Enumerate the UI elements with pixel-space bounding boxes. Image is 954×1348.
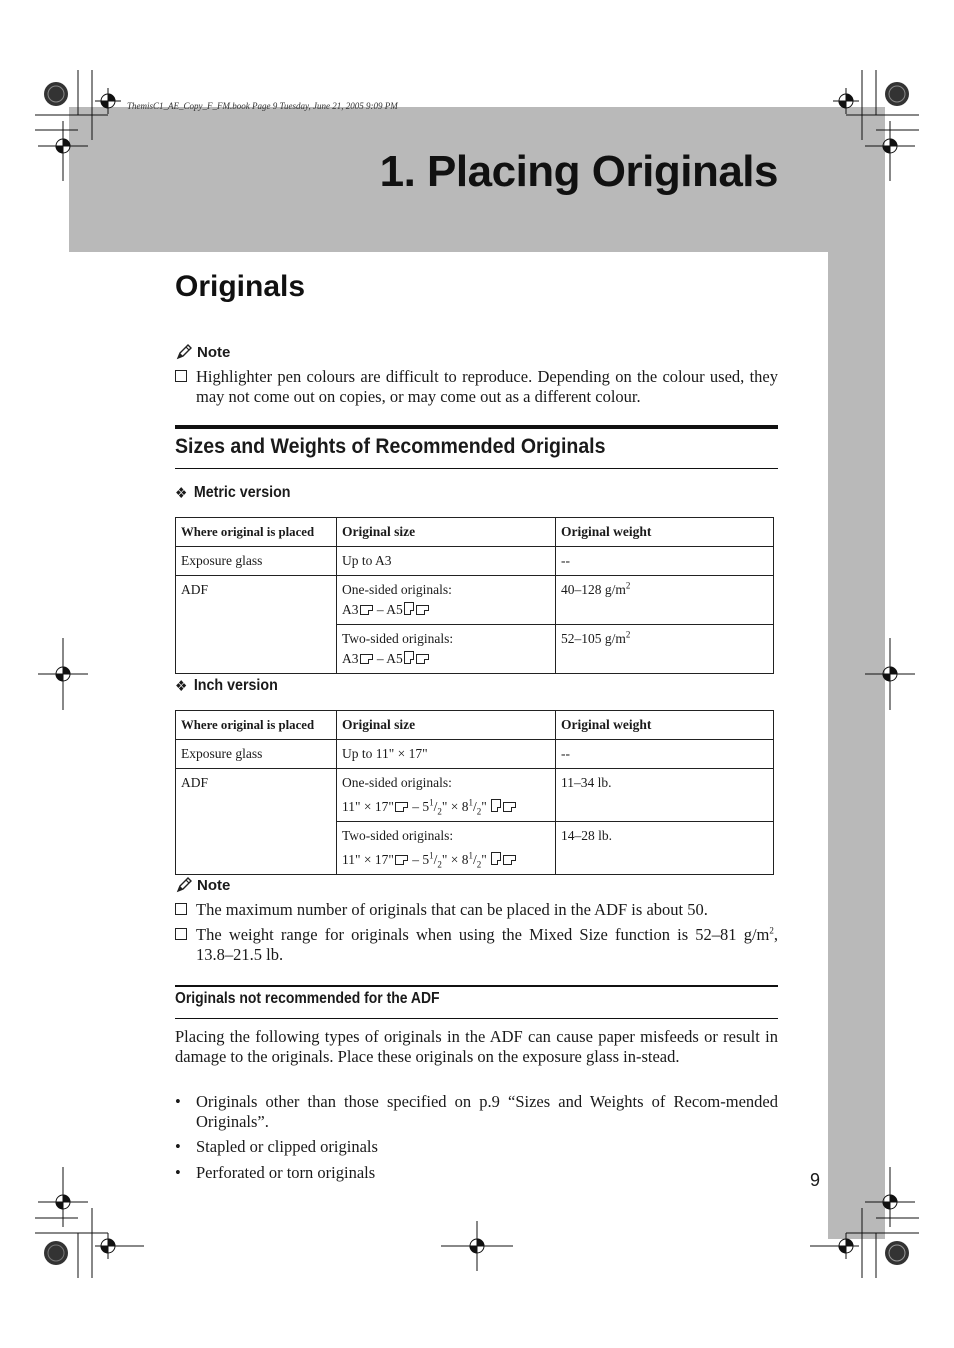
portrait-orientation-icon: [491, 852, 501, 865]
weight-value: 52–105 g/m: [561, 631, 626, 646]
portrait-orientation-icon: [491, 799, 501, 812]
landscape-orientation-icon: [503, 855, 516, 865]
table-cell: [337, 822, 556, 875]
table-row: [176, 576, 774, 625]
table-cell: Up to 11" × 17": [337, 740, 556, 769]
size-value: A3 – A5: [342, 600, 550, 620]
header-cell: Where original is placed: [176, 711, 337, 740]
size-text: ": [481, 852, 487, 867]
print-info-line: ThemisC1_AE_Copy_F_FM.book Page 9 Tuesday, June 21, 2005 9:09 PM: [127, 101, 398, 111]
size-text: – 5: [408, 852, 430, 867]
adf-intro-paragraph: Placing the following types of originals in the ADF can cause paper misfeeds or result in damage to the originals. Place these originals on the exposure glass in-stead.: [175, 1027, 778, 1066]
fraction-numerator: 1: [468, 850, 474, 861]
pencil-icon: [175, 876, 193, 894]
weight-value: 40–128 g/m: [561, 582, 626, 597]
table-cell: [337, 625, 556, 674]
landscape-orientation-icon: [503, 802, 516, 812]
landscape-orientation-icon: [395, 855, 408, 865]
table-header-row: [176, 711, 774, 740]
portrait-orientation-icon: [404, 602, 414, 615]
fraction-numerator: 1: [468, 797, 474, 808]
fraction-denominator: 2: [437, 859, 442, 870]
note-item-text: The maximum number of originals that can be placed in the ADF is about 50.: [196, 900, 708, 919]
note-item: [175, 900, 778, 920]
table-cell: 11–34 lb.: [556, 769, 774, 822]
size-text: – 5: [408, 799, 430, 814]
header-cell: Original weight: [556, 711, 774, 740]
note-item-text: [196, 925, 778, 965]
chapter-title: 1. Placing Originals: [379, 147, 778, 196]
table-row: [176, 740, 774, 769]
table-cell: ADF: [176, 769, 337, 875]
inch-heading: [175, 677, 278, 695]
size-text: 11" × 17": [342, 852, 394, 867]
header-cell: Original size: [337, 518, 556, 547]
subsection-top-rule: [175, 425, 778, 429]
table-cell: 14–28 lb.: [556, 822, 774, 875]
fraction-numerator: 1: [429, 797, 434, 808]
checkbox-bullet-icon: [175, 903, 187, 915]
size-label: One-sided originals:: [342, 582, 452, 597]
landscape-orientation-icon: [416, 605, 429, 615]
landscape-orientation-icon: [416, 654, 429, 664]
diamond-bullet-icon: ❖: [175, 485, 188, 502]
size-label: Two-sided originals:: [342, 631, 454, 646]
list-item-text: Stapled or clipped originals: [196, 1137, 378, 1156]
bullet-dot: •: [175, 1137, 181, 1156]
bullet-dot: •: [175, 1163, 181, 1182]
inch-table: [175, 710, 774, 875]
subsection-title: Sizes and Weights of Recommended Originals: [175, 435, 606, 458]
size-label: Two-sided originals:: [342, 828, 454, 843]
superscript: 2: [769, 925, 774, 936]
superscript: 2: [625, 580, 631, 591]
metric-heading-label: Metric version: [193, 484, 291, 501]
header-cell: Where original is placed: [176, 518, 337, 547]
size-text: ": [481, 799, 487, 814]
portrait-orientation-icon: [404, 651, 414, 664]
header-cell: Original size: [337, 711, 556, 740]
pencil-icon: [175, 343, 193, 361]
note-text: , 13.8–21.5 lb.: [196, 925, 778, 964]
fraction-numerator: 1: [429, 850, 434, 861]
page-number: 9: [810, 1170, 821, 1190]
list-item: [175, 1137, 778, 1157]
list-item-text: Originals other than those specified on p.9 “Sizes and Weights of Recom-mended Originals”.: [196, 1092, 778, 1131]
diamond-bullet-icon: ❖: [175, 678, 188, 695]
size-value: 11" × 17" – $5^1/_2$" × $8^1/_2$": [342, 797, 550, 817]
note-heading-label: Note: [197, 876, 231, 894]
adf-section-top-rule: [175, 985, 778, 987]
adf-section-bottom-rule: [175, 1018, 778, 1019]
bullet-dot: •: [175, 1092, 181, 1111]
size-text: " × 8: [441, 799, 469, 814]
section-title: Originals: [175, 270, 306, 303]
header-cell: Original weight: [556, 518, 774, 547]
metric-heading: [175, 484, 291, 502]
landscape-orientation-icon: [395, 802, 408, 812]
note-heading: [175, 876, 230, 894]
table-cell: Up to A3: [337, 547, 556, 576]
note-item-text: Highlighter pen colours are difficult to reproduce. Depending on the colour used, they may not come out on copies, or may come out as a different colour.: [196, 367, 778, 406]
size-label: One-sided originals:: [342, 775, 452, 790]
list-item-text: Perforated or torn originals: [196, 1163, 376, 1182]
size-value: A3 – A5: [342, 649, 550, 669]
landscape-orientation-icon: [360, 605, 373, 615]
fraction-denominator: 2: [437, 806, 442, 817]
checkbox-bullet-icon: [175, 370, 187, 382]
table-row: [176, 547, 774, 576]
adf-section-title: Originals not recommended for the ADF: [175, 990, 440, 1007]
note-item: [175, 367, 778, 407]
list-item: [175, 1163, 778, 1183]
table-cell: Exposure glass: [176, 547, 337, 576]
table-cell: [337, 576, 556, 625]
note-item: [175, 925, 778, 965]
metric-table: [175, 517, 774, 674]
superscript: 2: [625, 629, 631, 640]
note-heading-label: Note: [197, 343, 231, 361]
table-cell: [337, 769, 556, 822]
size-text: " × 8: [441, 852, 469, 867]
table-cell: Exposure glass: [176, 740, 337, 769]
size-value: 11" × 17" – $5^1/_2$" × $8^1/_2$": [342, 850, 550, 870]
note-text: The weight range for originals when using the Mixed Size function is 52–81 g/m: [196, 925, 770, 944]
list-item: [175, 1092, 778, 1132]
note-heading: [175, 343, 230, 361]
landscape-orientation-icon: [360, 654, 373, 664]
table-cell: [556, 576, 774, 625]
checkbox-bullet-icon: [175, 928, 187, 940]
table-cell: --: [556, 547, 774, 576]
fraction-denominator: 2: [476, 859, 482, 870]
fraction-denominator: 2: [476, 806, 482, 817]
inch-heading-label: Inch version: [193, 677, 278, 694]
subsection-bottom-rule: [175, 468, 778, 469]
table-header-row: [176, 518, 774, 547]
table-cell: [556, 625, 774, 674]
table-cell: ADF: [176, 576, 337, 674]
size-text: 11" × 17": [342, 799, 394, 814]
table-row: [176, 769, 774, 822]
table-cell: --: [556, 740, 774, 769]
